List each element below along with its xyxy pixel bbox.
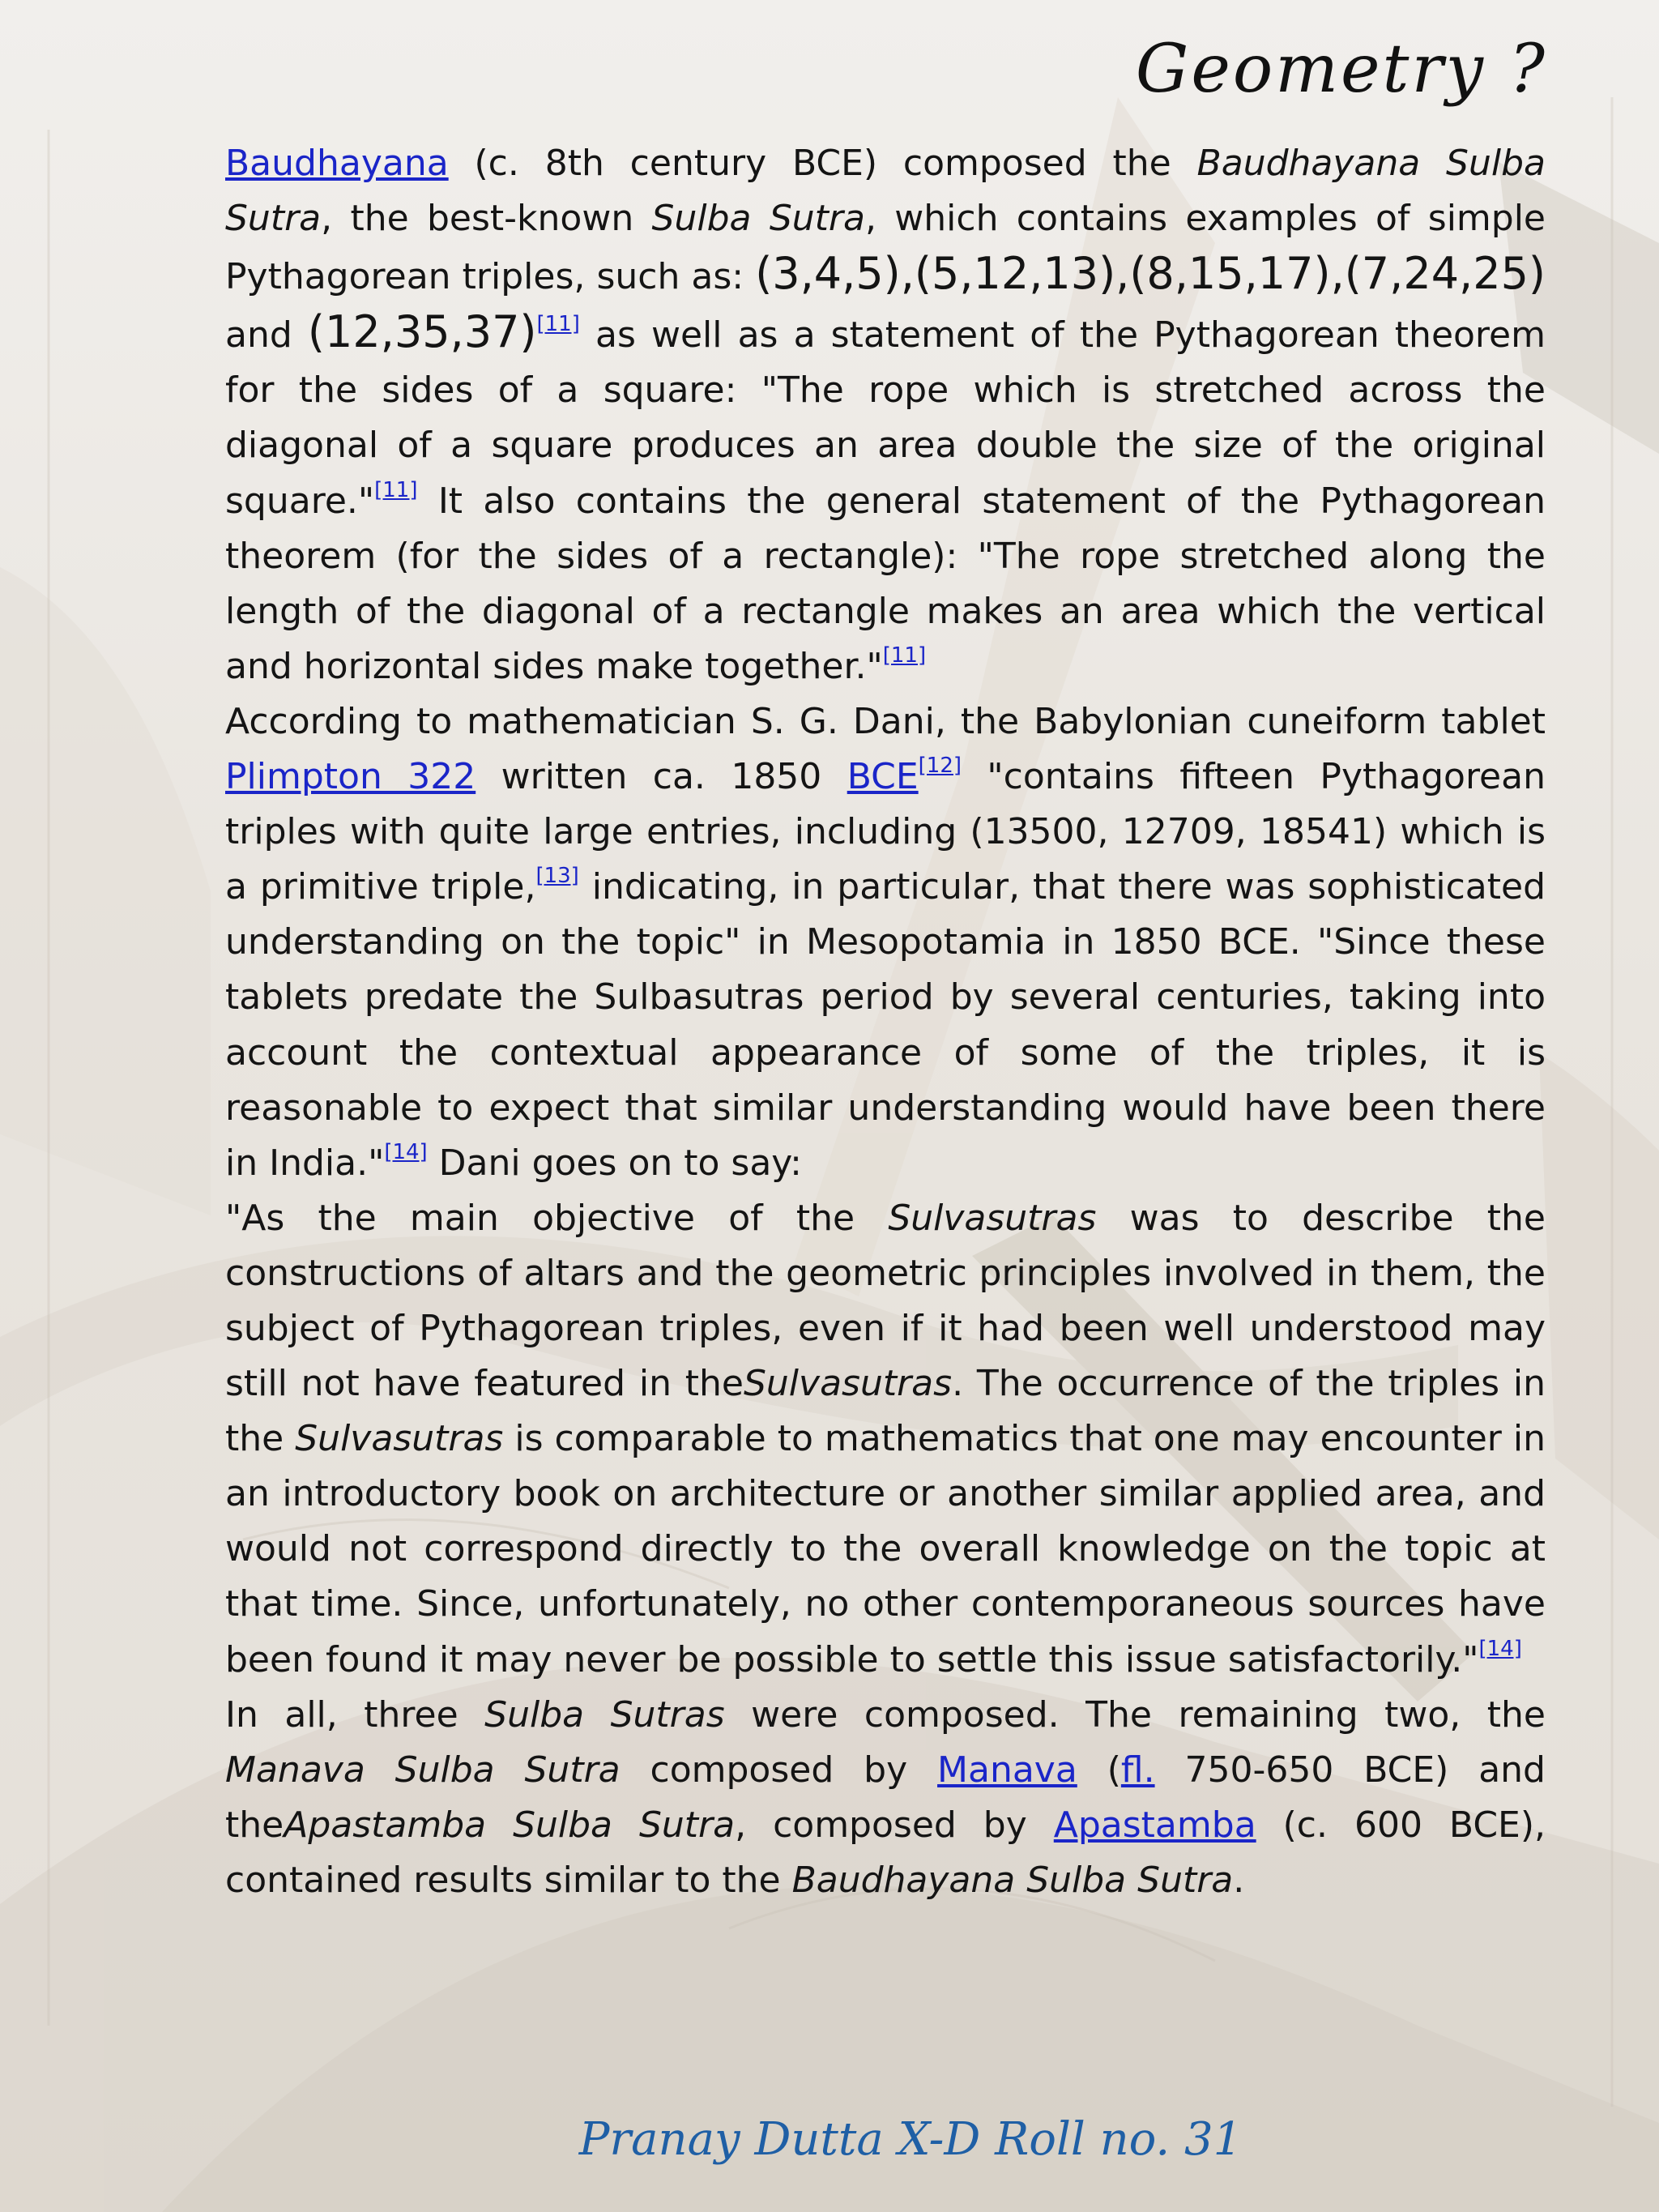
page-title: Geometry ? <box>1135 31 1547 108</box>
link-baudhayana[interactable]: Baudhayana <box>225 143 449 184</box>
link-manava[interactable]: Manava <box>937 1749 1077 1791</box>
italic-text: Baudhayana Sulba Sutra <box>791 1859 1234 1901</box>
link-floruit[interactable]: fl. <box>1120 1749 1155 1791</box>
citation-link[interactable]: [12] <box>918 754 962 779</box>
text: , the best-known <box>321 198 652 240</box>
text: composed by <box>620 1749 938 1791</box>
text: as well as a statement of the Pythagorean theorem for the sides of a square: "The rope which is stretched across the diagonal of a square produces an area double the size of the original square." <box>225 314 1546 522</box>
text: It also contains the general statement of the Pythagorean theorem (for the sides of a rectangle): "The rope stretched along the length of the diagonal of a rectangle makes an area which the vertical and horizontal sides make together." <box>225 480 1546 687</box>
text: ( <box>1077 1749 1121 1791</box>
article-body <box>225 136 1546 1908</box>
text: According to mathematician S. G. Dani, the Babylonian cuneiform tablet <box>225 700 1546 742</box>
paragraph-dani <box>225 694 1546 1191</box>
text: (c. 600 BCE), contained results similar to the <box>225 1804 1546 1901</box>
text: , which contains examples of simple Pythagorean triples, such as: <box>225 198 1546 298</box>
text: , composed by <box>735 1804 1054 1846</box>
link-bce[interactable]: BCE <box>847 756 919 798</box>
paragraph-sulba-sutras <box>225 1688 1546 1908</box>
link-apastamba[interactable]: Apastamba <box>1053 1804 1256 1846</box>
text: indicating, in particular, that there was sophisticated understanding on the topic" in Mesopotamia in 1850 BCE. "Since these tablets predate the Sulbasutras period by several centuries, taking into account the contextual appearance of some of the triples, it is reasonable to expect that similar understanding would have been there in India." <box>225 866 1546 1184</box>
citation-link[interactable]: [11] <box>882 643 927 668</box>
paragraph-baudhayana <box>225 136 1546 694</box>
paragraph-quote <box>225 1191 1546 1688</box>
text: . The occurrence of the triples in the <box>225 1363 1546 1460</box>
citation-link[interactable]: [11] <box>536 312 580 337</box>
italic-text: Sulba Sutras <box>484 1693 725 1736</box>
link-plimpton-322[interactable]: Plimpton 322 <box>225 756 476 798</box>
text: was to describe the constructions of altars and the geometric principles involved in them, the subject of Pythagorean triples, even if it had been well understood may still not have featured in the <box>225 1197 1546 1405</box>
text: written ca. 1850 <box>476 756 847 798</box>
italic-text: Sulba Sutra <box>651 198 865 240</box>
text: 750-650 BCE) and the <box>225 1749 1546 1846</box>
footer-caption: Pranay Dutta X-D Roll no. 31 <box>578 2113 1243 2166</box>
text: and <box>225 314 308 357</box>
text: were composed. The remaining two, the <box>724 1693 1546 1736</box>
italic-text: Sulvasutras <box>295 1418 504 1460</box>
pythagorean-triple-last: (12,35,37) <box>307 306 537 358</box>
text: Dani goes on to say: <box>427 1142 802 1184</box>
italic-text: Sulvasutras <box>888 1197 1097 1239</box>
text: "As the main objective of the <box>225 1197 889 1239</box>
text: (c. 8th century BCE) composed the <box>448 143 1197 184</box>
pythagorean-triples: (3,4,5),(5,12,13),(8,15,17),(7,24,25) <box>755 248 1546 300</box>
italic-text: Baudhayana Sulba Sutra <box>225 143 1546 240</box>
italic-text: Manava Sulba Sutra <box>225 1749 621 1791</box>
text: . <box>1233 1859 1245 1901</box>
text: In all, three <box>225 1693 485 1736</box>
italic-text: Sulvasutras <box>743 1363 953 1405</box>
citation-link[interactable]: [11] <box>374 477 418 502</box>
citation-link[interactable]: [14] <box>384 1139 428 1164</box>
citation-link[interactable]: [13] <box>535 864 579 889</box>
text: is comparable to mathematics that one may encounter in an introductory book on architecture or another similar applied area, and would not correspond directly to the overall knowledge on the topic at that time. Since, unfortunately, no other contemporaneous sources have been found it may never be possible to settle this issue satisfactorily." <box>225 1418 1546 1680</box>
text: "contains fifteen Pythagorean triples with quite large entries, including (13500, 12709, 18541) which is a primitive triple, <box>225 756 1546 908</box>
italic-text: Apastamba Sulba Sutra <box>284 1804 736 1846</box>
citation-link[interactable]: [14] <box>1478 1636 1522 1661</box>
